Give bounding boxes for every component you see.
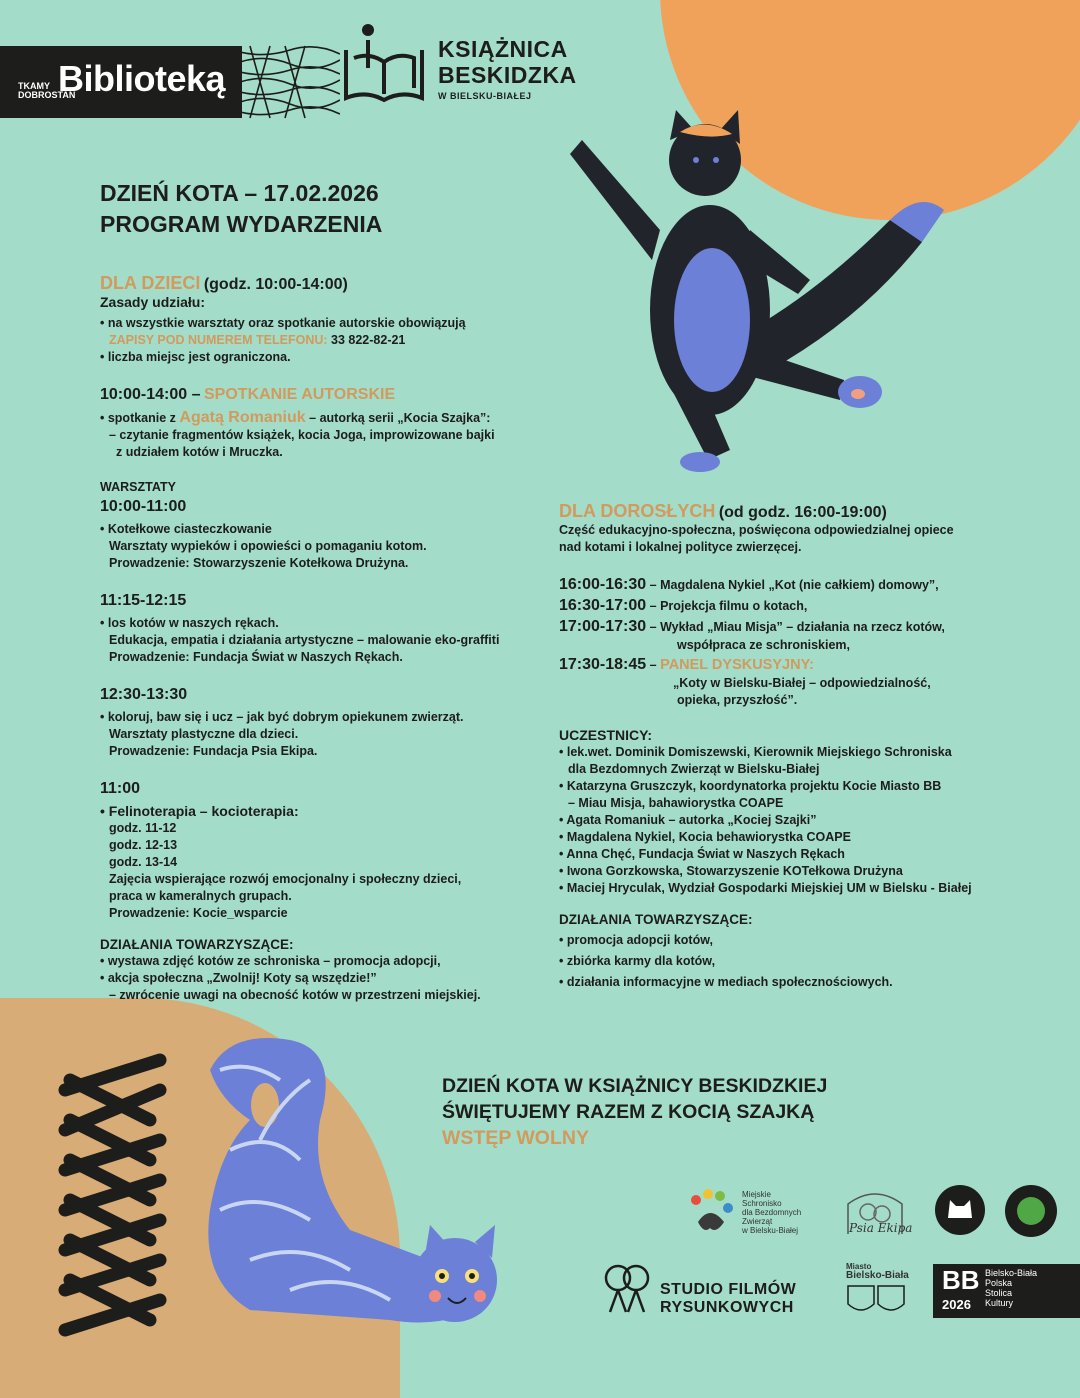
participants-label: UCZESTNICY: [559,727,653,743]
meet-time: 10:00-14:00 – [100,386,201,403]
kids-hours: (godz. 10:00-14:00) [203,276,348,293]
adults-hours: (od godz. 16:00-19:00) [718,504,887,521]
p4-text2: opieka, przyszłość”. [677,693,798,707]
page-title [100,178,382,240]
p3-text: – Wykład „Miau Misja” – działania na rzecz kotów, [649,620,945,634]
swiat-w-naszych-rekach-logo-icon [1004,1184,1058,1238]
ws4-line3: godz. 12-13 [109,838,178,852]
participant-7: • Maciej Hryculak, Wydział Gospodarki Miejskiej UM w Bielsku - Białej [559,881,972,895]
ws2-line3: Prowadzenie: Fundacja Świat w Naszych Rękach. [109,650,403,664]
title-line1: DZIEŃ KOTA – 17.02.2026 [100,180,379,206]
bb-capital-text [985,1268,1037,1308]
p4-time: 17:30-18:45 [559,656,647,673]
p4-dash: – [649,658,657,672]
city-coat-of-arms-icon [846,1284,906,1316]
p1-text: – Magdalena Nykiel „Kot (nie całkiem) domowy”, [649,578,939,592]
adults-desc2: nad kotami i lokalnej polityce zwierzęcej. [559,540,802,554]
kids-rule2: • liczba miejsc jest ograniczona. [100,350,291,364]
studio-l1: STUDIO FILMÓW [660,1281,797,1298]
woven-threads-icon [240,44,340,120]
schronisko-l5: w Bielsku-Białej [742,1226,799,1235]
adults-side-line1: • promocja adopcji kotów, [559,933,713,947]
meet-author-name: Agatą Romaniuk [179,409,306,426]
ksiaznica-logo-sub: W BIELSKU-BIAŁEJ [438,91,532,101]
kids-side-line3: – zwrócenie uwagi na obecność kotów w przestrzeni miejskiej. [109,988,481,1002]
psia-ekipa-logo-text: Psia Ekipa [849,1221,913,1235]
adults-side-label: DZIAŁANIA TOWARZYSZĄCE: [559,912,753,927]
ws1-line2: Warsztaty wypieków i opowieści o pomaganiu kotom. [109,539,427,553]
dancing-black-cat-illustration [560,110,960,480]
ws1-line3: Prowadzenie: Stowarzyszenie Kotełkowa Drużyna. [109,556,409,570]
meet-line3: z udziałem kotów i Mruczka. [116,445,283,459]
adults-heading: DLA DOROSŁYCH [559,501,716,521]
footer-line2: ŚWIĘTUJEMY RAZEM Z KOCIĄ SZAJKĄ [442,1101,815,1123]
bb-year: 2026 [942,1297,971,1312]
footer-callout [442,1073,827,1151]
p2-time: 16:30-17:00 [559,597,647,614]
ws4-line5: Zajęcia wspierające rozwój emocjonalny i społeczny dzieci, [109,872,462,886]
kids-side-label: DZIAŁANIA TOWARZYSZĄCE: [100,937,294,952]
participant-2b: – Miau Misja, bahawiorystka COAPE [568,796,784,810]
miasto-l2: Bielsko-Biała [846,1270,909,1281]
kocie-wsparcie-logo-icon [934,1184,986,1236]
ws3-line3: Prowadzenie: Fundacja Psia Ekipa. [109,744,318,758]
participant-5: • Anna Chęć, Fundacja Świat w Naszych Rękach [559,847,845,861]
kids-rules-label: Zasady udziału: [100,294,206,310]
p4-text1: „Koty w Bielsku-Białej – odpowiedzialność, [673,676,931,690]
workshops-label: WARSZTATY [100,480,176,494]
p2-text: – Projekcja filmu o kotach, [649,599,808,613]
ws4-line6: praca w kameralnych grupach. [109,889,292,903]
kids-rule1: • na wszystkie warsztaty oraz spotkanie autorskie obowiązują [100,316,466,330]
studio-kids-logo-icon [602,1262,652,1316]
miasto-l1: Miasto [846,1262,872,1271]
schronisko-l1: Miejskie [742,1190,771,1199]
adults-program [559,500,1029,991]
bb-l2: Polska [985,1278,1013,1288]
kids-heading: DLA DZIECI [100,273,201,293]
participant-3: • Agata Romaniuk – autorka „Kociej Szajki” [559,813,817,827]
schronisko-l2: Schronisko [742,1199,782,1208]
footer-free-entry: WSTĘP WOLNY [442,1127,589,1149]
studio-logo-text [660,1281,796,1317]
bb-l3: Stolica [985,1288,1013,1298]
ws3-line2: Warsztaty plastyczne dla dzieci. [109,727,299,741]
ws4-line7: Prowadzenie: Kocie_wsparcie [109,906,288,920]
kids-side-line2: • akcja społeczna „Zwolnij! Koty są wszędzie!” [100,971,377,985]
meet-line2: – czytanie fragmentów książek, kocia Joga, improwizowane bajki [109,428,495,442]
meet-line1a: • spotkanie z [100,411,176,425]
footer-line1: DZIEŃ KOTA W KSIĄŻNICY BESKIDZKIEJ [442,1075,828,1097]
miasto-logo-text [846,1262,909,1280]
ws4-line2: godz. 11-12 [109,821,177,835]
ws4-time: 11:00 [100,780,141,797]
schronisko-l3: dla Bezdomnych [742,1208,802,1217]
participant-4: • Magdalena Nykiel, Kocia behawiorystka COAPE [559,830,851,844]
ws4-line4: godz. 13-14 [109,855,178,869]
participant-1b: dla Bezdomnych Zwierząt w Bielsku-Białej [568,762,820,776]
kids-side-line1: • wystawa zdjęć kotów ze schroniska – promocja adopcji, [100,954,441,968]
meet-title: SPOTKANIE AUTORSKIE [204,386,396,403]
participant-2a: • Katarzyna Gruszczyk, koordynatorka projektu Kocie Miasto BB [559,779,942,793]
meet-line1b: – autorką serii „Kocia Szajka”: [309,411,491,425]
kids-program [100,272,540,1004]
black-zigzag-decoration [40,1050,190,1340]
ws2-line2: Edukacja, empatia i działania artystyczne – malowanie eko-graffiti [109,633,500,647]
schronisko-l4: Zwierząt [742,1217,773,1226]
kids-rule1-phone: 33 822-82-21 [331,333,406,347]
ksiaznica-logo-line2: BESKIDZKA [438,62,577,88]
ws3-time: 12:30-13:30 [100,686,188,703]
ws4-line1: • Felinoterapia – kocioterapia: [100,803,299,819]
biblioteka-logo-small: TKAMY DOBROSTAN [18,81,76,100]
bb-l4: Kultury [985,1298,1014,1308]
title-line2: PROGRAM WYDARZENIA [100,211,383,237]
kids-rule1-signup: ZAPISY POD NUMEREM TELEFONU: [109,333,328,347]
ws2-line1: • los kotów w naszych rękach. [100,616,279,630]
ksiaznica-logo-text [438,36,577,88]
ws3-line1: • koloruj, baw się i ucz – jak być dobrym opiekunem zwierząt. [100,710,464,724]
open-book-reader-icon [340,22,430,104]
bb-mark: BB [942,1265,980,1295]
paw-logo-icon [686,1188,736,1238]
ws1-time: 10:00-11:00 [100,498,187,515]
studio-l2: RYSUNKOWYCH [660,1299,794,1316]
participant-1a: • lek.wet. Dominik Domiszewski, Kierownik Miejskiego Schroniska [559,745,952,759]
ws2-time: 11:15-12:15 [100,592,187,609]
p3-time: 17:00-17:30 [559,618,647,635]
participant-6: • Iwona Gorzkowska, Stowarzyszenie KOTełkowa Drużyna [559,864,903,878]
schronisko-logo-text [742,1190,801,1235]
adults-side-line2: • zbiórka karmy dla kotów, [559,954,716,968]
p1-time: 16:00-16:30 [559,576,647,593]
ksiaznica-logo-line1: KSIĄŻNICA [438,36,568,62]
bb-l1: Bielsko-Biała [985,1268,1038,1278]
adults-desc1: Część edukacyjno-społeczna, poświęcona odpowiedzialnej opiece [559,523,954,537]
p3-text2: współpraca ze schroniskiem, [677,638,850,652]
adults-side-line3: • działania informacyjne w mediach społecznościowych. [559,975,893,989]
ws1-line1: • Kotełkowe ciasteczkowanie [100,522,272,536]
p4-panel-title: PANEL DYSKUSYJNY: [660,657,814,673]
biblioteka-logo-text: Biblioteką [58,58,226,99]
